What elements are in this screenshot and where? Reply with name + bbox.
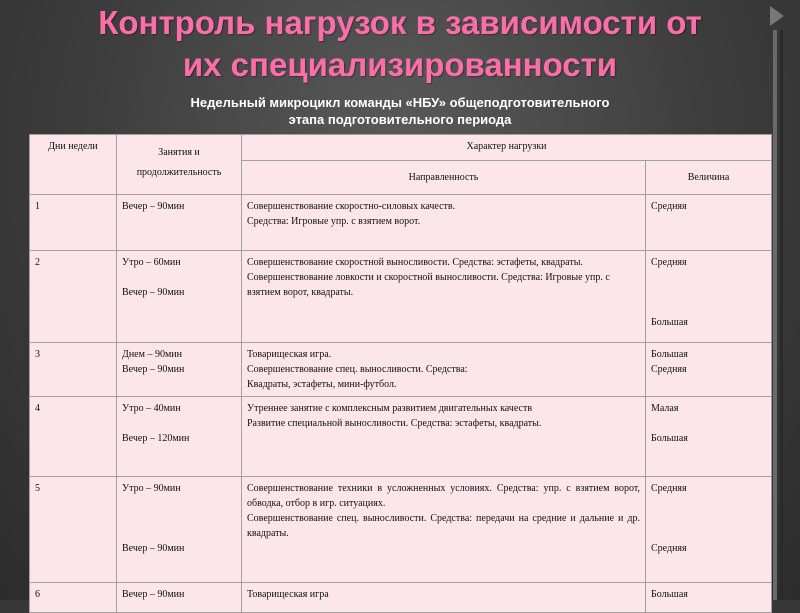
decorative-bar-dark <box>780 30 783 600</box>
magnitude-2: Средняя <box>651 364 687 375</box>
session-1: Вечер – 90мин <box>122 201 185 212</box>
direction-cell <box>242 583 646 613</box>
magnitude-1: Средняя <box>651 483 687 494</box>
direction-2: Средства: Игровые упр. с взятием ворот. <box>247 216 421 227</box>
direction-cell <box>242 195 646 251</box>
header-character: Характер нагрузки <box>242 135 772 161</box>
direction-2: Совершенствование ловкости и скоростной выносливости. Средства: Игровые упр. с взятием ворот, квадраты. <box>247 272 610 298</box>
session-1: Вечер – 90мин <box>122 589 185 600</box>
direction-cell <box>242 477 646 583</box>
magnitude-cell <box>646 343 772 397</box>
header-magnitude: Величина <box>646 161 772 195</box>
session-cell <box>117 397 242 477</box>
day-cell: 2 <box>30 251 117 343</box>
magnitude-1: Большая <box>651 589 688 600</box>
direction-1: Совершенствование скоростно-силовых качеств. <box>247 201 456 212</box>
session-2: Вечер – 90мин <box>122 543 185 554</box>
session-1: Утро – 90мин <box>122 483 181 494</box>
magnitude-1: Большая <box>651 349 688 360</box>
direction-1: Утреннее занятие с комплексным развитием двигательных качеств <box>247 403 533 414</box>
day-cell: 1 <box>30 195 117 251</box>
table-row <box>30 195 772 251</box>
day-cell: 4 <box>30 397 117 477</box>
header-session <box>117 135 242 195</box>
slide-subtitle-line2: этапа подготовительного периода <box>288 112 512 127</box>
day-cell: 3 <box>30 343 117 397</box>
session-1: Утро – 40мин <box>122 403 181 414</box>
header-session-line1: Занятия и <box>158 147 200 158</box>
day-cell: 5 <box>30 477 117 583</box>
decorative-bar <box>773 30 777 600</box>
direction-cell <box>242 343 646 397</box>
direction-2: Совершенствование спец. выносливости. Средства: передачи на средние и дальние и др. квадраты. <box>247 513 640 539</box>
magnitude-cell <box>646 251 772 343</box>
session-cell <box>117 477 242 583</box>
magnitude-cell <box>646 477 772 583</box>
microcycle-table <box>29 134 772 613</box>
session-cell <box>117 343 242 397</box>
magnitude-cell <box>646 195 772 251</box>
table-row <box>30 477 772 583</box>
arrow-decoration-icon <box>770 6 784 26</box>
session-cell <box>117 583 242 613</box>
slide-subtitle-line1: Недельный микроцикл команды «НБУ» общеподготовительного <box>190 95 610 110</box>
magnitude-cell <box>646 397 772 477</box>
session-1: Утро – 60мин <box>122 257 181 268</box>
slide-title-line1: Контроль нагрузок в зависимости от <box>98 4 702 41</box>
direction-2: Совершенствование спец. выносливости. Средства: <box>247 364 468 375</box>
magnitude-1: Малая <box>651 403 679 414</box>
magnitude-2: Большая <box>651 317 688 328</box>
magnitude-cell <box>646 583 772 613</box>
session-cell <box>117 251 242 343</box>
day-cell: 6 <box>30 583 117 613</box>
direction-cell <box>242 251 646 343</box>
magnitude-1: Средняя <box>651 201 687 212</box>
direction-3: Квадраты, эстафеты, мини-футбол. <box>247 379 397 390</box>
direction-1: Товарищеская игра <box>247 589 329 600</box>
session-2: Вечер – 120мин <box>122 433 190 444</box>
direction-1: Товарищеская игра. <box>247 349 332 360</box>
header-direction: Направленность <box>242 161 646 195</box>
header-day: Дни недели <box>30 135 117 195</box>
table-row <box>30 583 772 613</box>
direction-2: Развитие специальной выносливости. Средства: эстафеты, квадраты. <box>247 418 542 429</box>
table-row <box>30 397 772 477</box>
magnitude-2: Большая <box>651 433 688 444</box>
magnitude-1: Средняя <box>651 257 687 268</box>
slide-subtitle <box>100 94 700 128</box>
magnitude-2: Средняя <box>651 543 687 554</box>
slide-title <box>20 2 780 86</box>
direction-cell <box>242 397 646 477</box>
header-session-line2: продолжительность <box>136 167 222 178</box>
direction-1: Совершенствование скоростной выносливости. Средства: эстафеты, квадраты. <box>247 257 583 268</box>
table-row <box>30 343 772 397</box>
table-row <box>30 251 772 343</box>
direction-1: Совершенствование техники в усложненных условиях. Средства: упр. с взятием ворот, обводка, отбор в игр. ситуациях. <box>247 483 640 509</box>
session-2: Вечер – 90мин <box>122 287 185 298</box>
session-1: Днем – 90мин <box>122 349 182 360</box>
session-2: Вечер – 90мин <box>122 364 185 375</box>
slide-title-line2: их специализированности <box>182 46 618 83</box>
session-cell <box>117 195 242 251</box>
